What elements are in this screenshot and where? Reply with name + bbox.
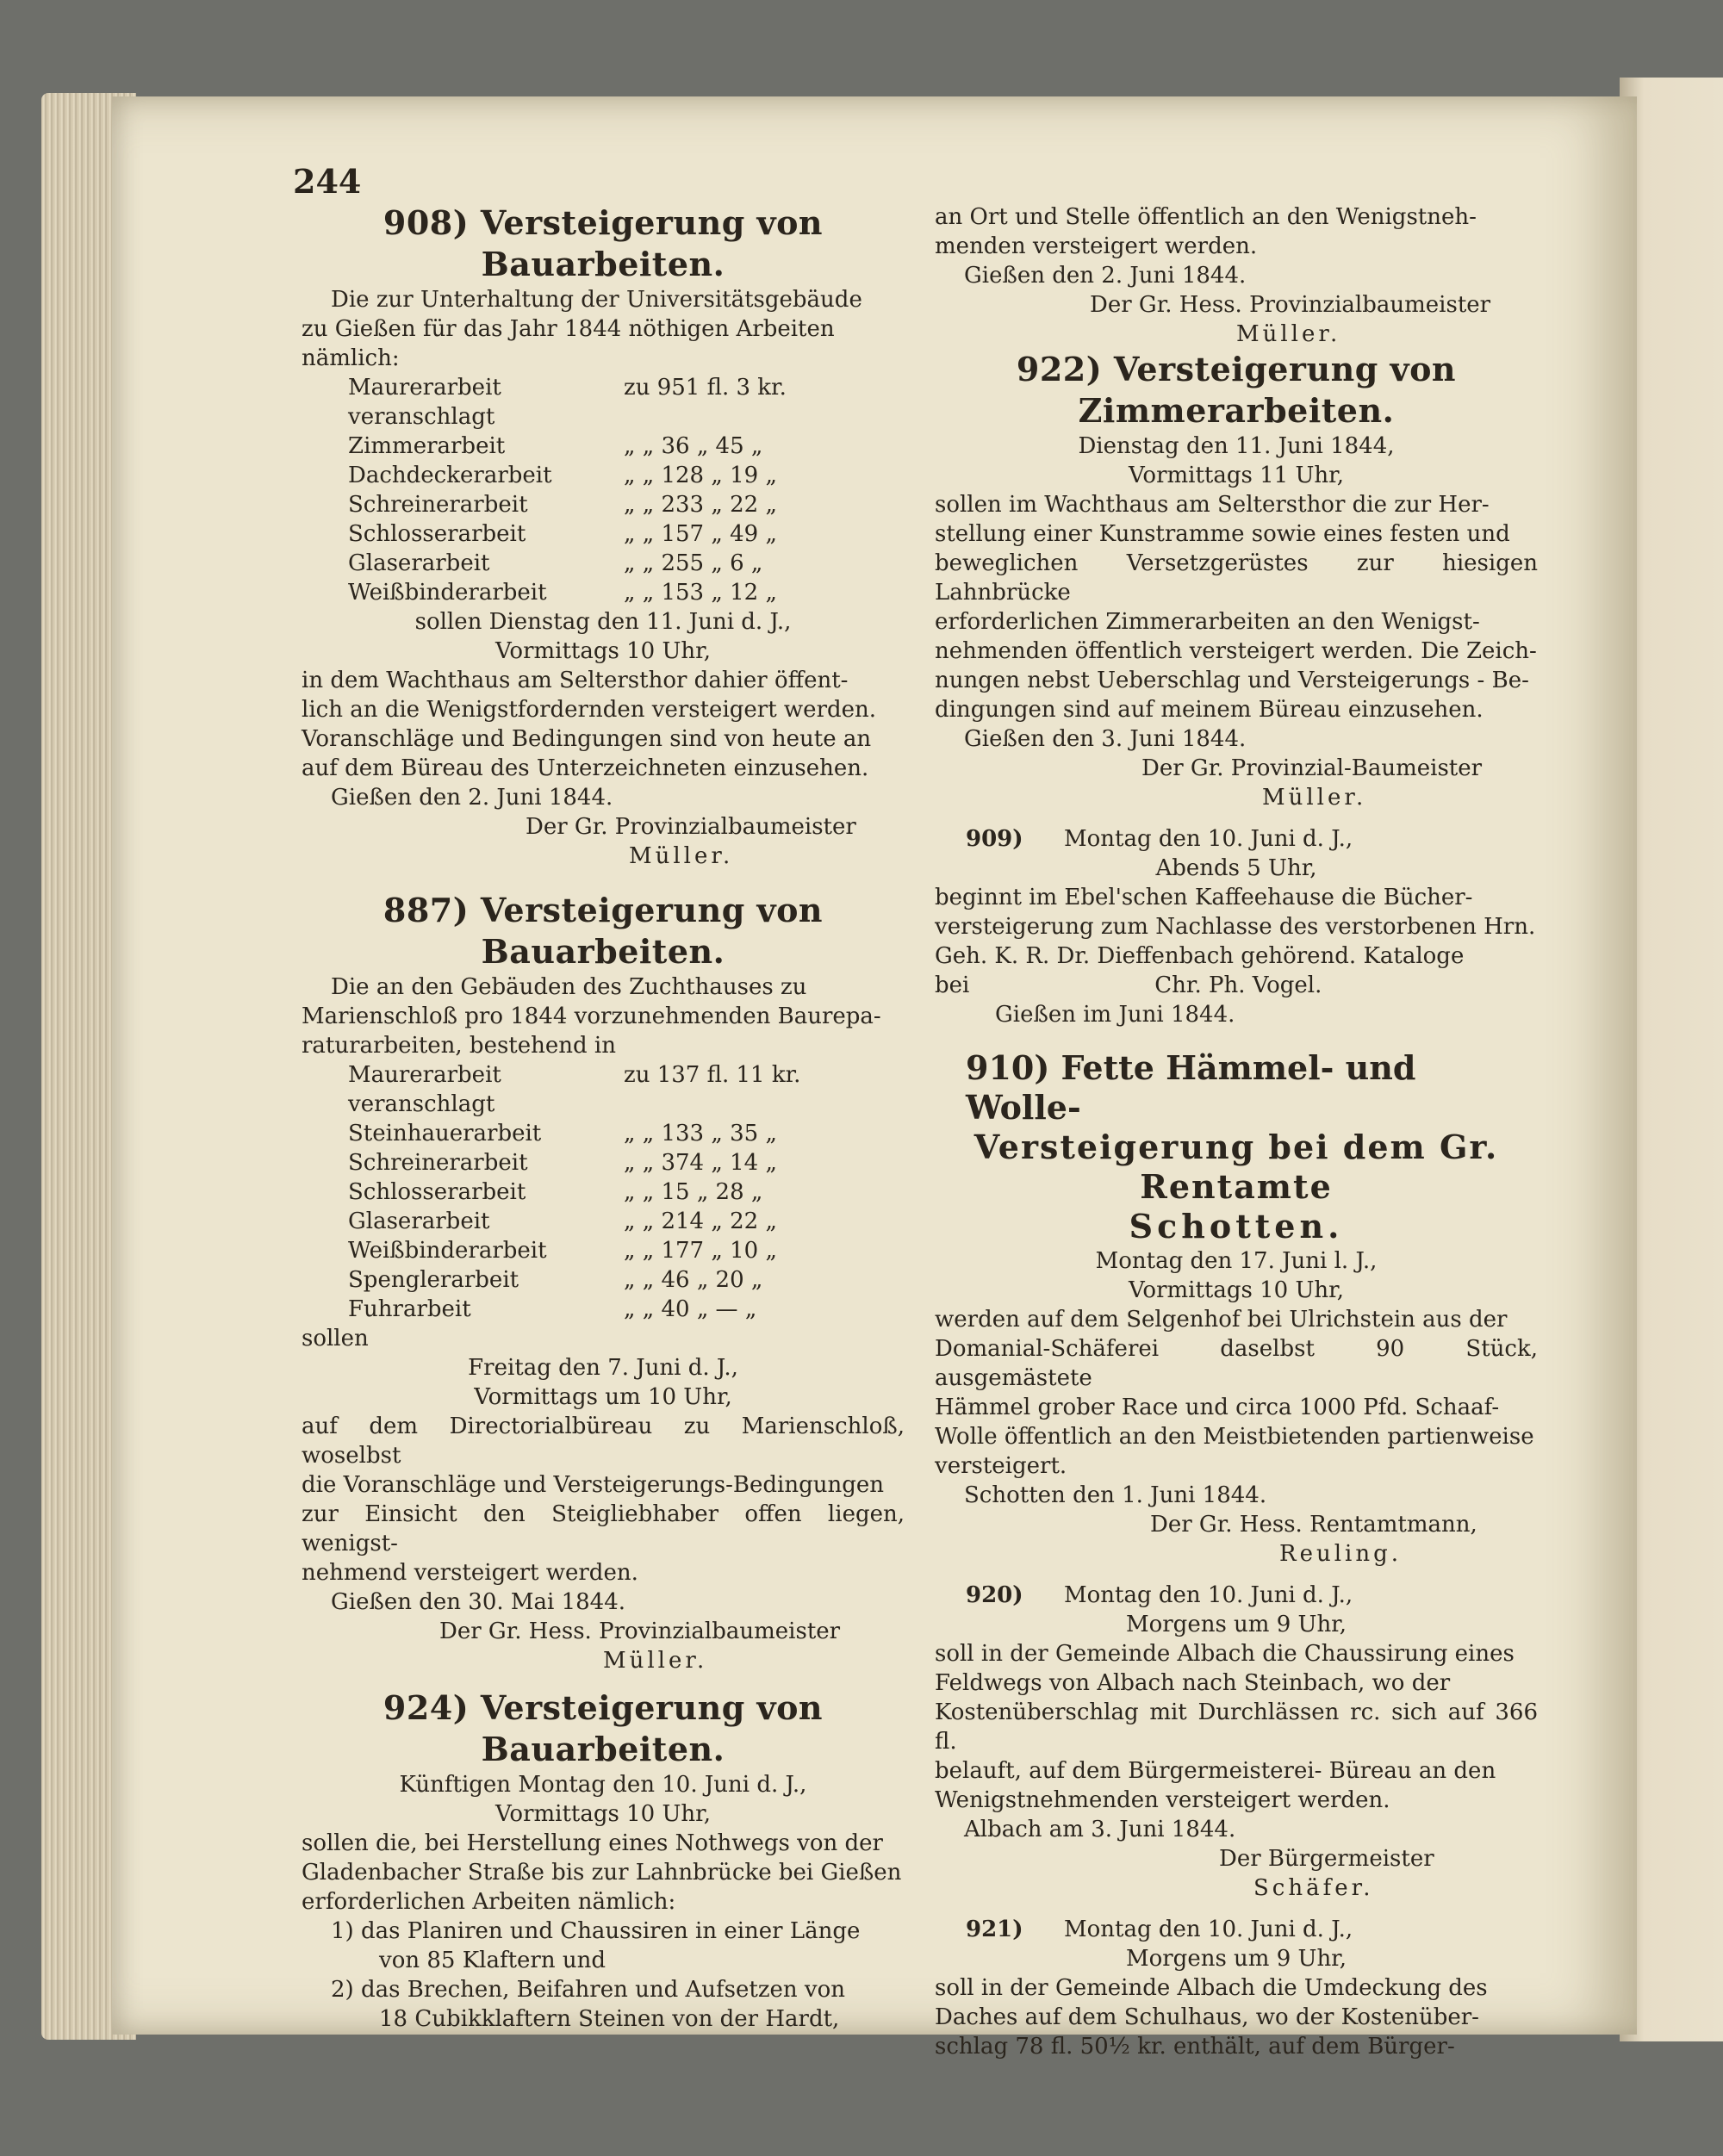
page-number: 244 (293, 162, 362, 201)
notice-date: Künftigen Montag den 10. Juni d. J., (399, 1772, 807, 1798)
notice-text-line: Daches auf dem Schulhaus, wo der Kostenüber- (935, 2004, 1479, 2030)
cost-item: Schlosserarbeit (348, 521, 526, 547)
notice-date: Freitag den 7. Juni d. J., (468, 1355, 738, 1381)
cost-amount: „ „ 128 „ 19 „ (624, 463, 777, 488)
spacer (935, 1903, 1538, 1915)
notice-text-line: Feldwegs von Albach nach Steinbach, wo der (935, 1670, 1451, 1696)
place-date: Schotten den 1. Juni 1844. (964, 1482, 1267, 1508)
notice-time: Vormittags um 10 Uhr, (474, 1384, 732, 1410)
left-column (302, 202, 905, 2034)
signer-name: Müller. (1236, 321, 1341, 347)
place-date: Gießen den 3. Juni 1844. (964, 726, 1247, 752)
list-item-continued: 18 Cubikklaftern Steinen von der Hardt, (379, 2006, 840, 2032)
notice-date: Montag den 17. Juni l. J., (1095, 1248, 1378, 1274)
notice-text-line: auf dem Büreau des Unterzeichneten einzusehen. (302, 755, 869, 781)
notice-text-line: soll in der Gemeinde Albach die Chaussirung eines (935, 1641, 1515, 1667)
notice-text-line: werden auf dem Selgenhof bei Ulrichstein aus der (935, 1307, 1508, 1333)
notice-text-line: Wolle öffentlich an den Meistbietenden partienweise (935, 1424, 1534, 1450)
place-date: Gießen den 2. Juni 1844. (331, 785, 613, 811)
notice-heading: 908) Versteigerung von Bauarbeiten. (383, 203, 824, 283)
notice-number: 921) (966, 1917, 1023, 1942)
notice-text-line: zur Einsicht den Steigliebhaber offen liegen, wenigst- (302, 1501, 905, 1556)
cost-item: Maurerarbeit veranschlagt (348, 375, 501, 430)
cost-row (348, 1265, 905, 1295)
notice-number: 920) (966, 1582, 1023, 1608)
notice-text-line: stellung einer Kunstramme sowie eines festen und (935, 521, 1510, 547)
notice-text-line: Die an den Gebäuden des Zuchthauses zu (331, 974, 807, 1000)
cost-row (348, 1295, 905, 1324)
notice-text-line: zu Gießen für das Jahr 1844 nöthigen Arbeiten (302, 316, 835, 342)
signer-name: Müller. (603, 1648, 708, 1674)
notice-921 (935, 1915, 1538, 2061)
cost-item: Schreinerarbeit (348, 492, 528, 518)
cost-amount: „ „ 233 „ 22 „ (624, 492, 777, 518)
spacer (302, 1675, 905, 1687)
signer-title: Der Gr. Hess. Provinzialbaumeister (439, 1619, 841, 1644)
notice-908 (302, 202, 905, 871)
notice-time: Vormittags 11 Uhr, (1129, 463, 1344, 488)
notice-text-line: Geh. K. R. Dr. Dieffenbach gehörend. Kataloge (935, 943, 1465, 969)
notice-text-line: nämlich: (302, 345, 400, 371)
notice-920 (935, 1581, 1538, 1903)
cost-item: Glaserarbeit (348, 1208, 490, 1234)
cost-row (348, 1236, 905, 1265)
notice-text-line: dingungen sind auf meinem Büreau einzusehen. (935, 697, 1484, 723)
notice-time: Morgens um 9 Uhr, (1125, 1612, 1347, 1637)
place-date: Gießen den 2. Juni 1844. (964, 263, 1247, 289)
notice-time: Vormittags 10 Uhr, (495, 638, 711, 664)
signer-name: Müller. (629, 843, 734, 869)
cost-item: Zimmerarbeit (348, 433, 506, 459)
spacer (935, 1029, 1538, 1048)
spacer (935, 1569, 1538, 1581)
notice-text-line: sollen (302, 1326, 369, 1351)
cost-row (348, 490, 905, 519)
cost-amount: „ „ 46 „ 20 „ (624, 1267, 763, 1293)
notice-text-line: beweglichen Versetzgerüstes zur hiesigen Lahnbrücke (935, 550, 1538, 606)
cost-row (348, 373, 905, 432)
notice-date: Dienstag den 11. Juni 1844, (1078, 433, 1395, 459)
signer-title: Der Gr. Hess. Rentamtmann, (1150, 1512, 1477, 1538)
spacer (302, 871, 905, 890)
signer-title: Der Gr. Hess. Provinzialbaumeister (1090, 292, 1491, 318)
signer-name: Reuling. (1279, 1541, 1402, 1567)
notice-text-line: soll in der Gemeinde Albach die Umdeckung des (935, 1975, 1488, 2001)
notice-text-line: Domanial-Schäferei daselbst 90 Stück, ausgemästete (935, 1336, 1538, 1391)
place-date: Albach am 3. Juni 1844. (964, 1817, 1236, 1842)
cost-amount: „ „ 374 „ 14 „ (624, 1150, 777, 1176)
notice-text-line: Kostenüberschlag mit Durchlässen rc. sich auf 366 fl. (935, 1699, 1538, 1755)
cost-item: Steinhauerarbeit (348, 1121, 542, 1146)
notice-text-line: beginnt im Ebel'schen Kaffeehause die Bücher- (935, 885, 1473, 910)
notice-heading: 924) Versteigerung von Bauarbeiten. (383, 1688, 824, 1768)
notice-text-line: nehmend versteigert werden. (302, 1560, 638, 1586)
cost-item: Weißbinderarbeit (348, 1238, 547, 1264)
notice-909 (935, 824, 1538, 1029)
notice-text-line: die Voranschläge und Versteigerungs-Bedingungen (302, 1472, 885, 1498)
cost-row (348, 578, 905, 607)
notice-text-line: schlag 78 fl. 50½ kr. enthält, auf dem Bürger- (935, 2034, 1455, 2060)
cost-item: Spenglerarbeit (348, 1267, 519, 1293)
notice-date: Montag den 10. Juni d. J., (1064, 1917, 1353, 1942)
notice-text-line: raturarbeiten, bestehend in (302, 1033, 616, 1059)
cost-item: Schreinerarbeit (348, 1150, 528, 1176)
cost-amount: zu 951 fl. 3 kr. (624, 375, 787, 401)
cost-row (348, 1177, 905, 1207)
signer-title: Der Bürgermeister (1219, 1846, 1434, 1872)
notice-heading: 910) Fette Hämmel- und Wolle- (966, 1048, 1416, 1127)
cost-item: Weißbinderarbeit (348, 580, 547, 606)
notice-heading: 887) Versteigerung von Bauarbeiten. (383, 891, 824, 971)
notice-number-line (935, 1581, 1538, 1610)
notice-text-line: erforderlichen Zimmerarbeiten an den Wenigst- (935, 609, 1480, 635)
notice-time: Abends 5 Uhr, (1155, 855, 1317, 881)
notice-number-line (935, 824, 1538, 854)
notice-time: Vormittags 10 Uhr, (495, 1801, 711, 1827)
cost-row (348, 519, 905, 549)
notice-text-line: belauft, auf dem Bürgermeisterei- Büreau an den (935, 1758, 1496, 1784)
notice-heading: Schotten. (1129, 1207, 1344, 1246)
notice-text-line: sollen die, bei Herstellung eines Nothwegs von der (302, 1830, 883, 1856)
notice-date: Montag den 10. Juni d. J., (1064, 1582, 1353, 1608)
notice-heading: Versteigerung bei dem Gr. Rentamte (973, 1128, 1499, 1206)
notice-924-continued (935, 202, 1538, 349)
cost-amount: „ „ 36 „ 45 „ (624, 433, 763, 459)
notice-text-line: Hämmel grober Race und circa 1000 Pfd. Schaaf- (935, 1395, 1500, 1420)
notice-text-line: nungen nebst Ueberschlag und Versteigerungs - Be- (935, 668, 1529, 693)
list-item: 2) das Brechen, Beifahren und Aufsetzen von (331, 1977, 845, 2003)
cost-amount: „ „ 40 „ — „ (624, 1296, 757, 1322)
notice-924 (302, 1687, 905, 2034)
notice-number-line (935, 1915, 1538, 1944)
cost-amount: zu 137 fl. 11 kr. (624, 1062, 801, 1088)
notice-heading: 922) Versteigerung von Zimmerarbeiten. (1016, 350, 1457, 430)
notice-910 (935, 1048, 1538, 1569)
cost-item: Fuhrarbeit (348, 1296, 471, 1322)
cost-amount: „ „ 153 „ 12 „ (624, 580, 777, 606)
list-item: 1) das Planiren und Chaussiren in einer Länge (331, 1918, 861, 1944)
notice-text-line: nehmenden öffentlich versteigert werden. Die Zeich- (935, 638, 1537, 664)
notice-887 (302, 890, 905, 1675)
cost-item: Glaserarbeit (348, 550, 490, 576)
notice-text-line: Die zur Unterhaltung der Universitätsgebäude (331, 287, 862, 313)
notice-text-line: menden versteigert werden. (935, 233, 1258, 259)
notice-text-line: versteigerung zum Nachlasse des verstorbenen Hrn. (935, 914, 1536, 940)
signer-title: Der Gr. Provinzialbaumeister (526, 814, 856, 840)
notice-text-line: bei Chr. Ph. Vogel. (935, 972, 1322, 998)
notice-text-line: Marienschloß pro 1844 vorzunehmenden Baurepa- (302, 1003, 881, 1029)
signer-name: Müller. (1262, 785, 1367, 811)
cost-item: Schlosserarbeit (348, 1179, 526, 1205)
notice-date: sollen Dienstag den 11. Juni d. J., (414, 609, 792, 635)
cost-amount: „ „ 15 „ 28 „ (624, 1179, 763, 1205)
notice-text-line: Voranschläge und Bedingungen sind von heute an (302, 726, 872, 752)
notice-text-line: Wenigstnehmenden versteigert werden. (935, 1787, 1390, 1813)
notice-text-line: erforderlichen Arbeiten nämlich: (302, 1889, 676, 1915)
notice-time: Vormittags 10 Uhr, (1129, 1277, 1344, 1303)
cost-row (348, 1119, 905, 1148)
notice-text-line: sollen im Wachthaus am Seltersthor die zur Her- (935, 492, 1490, 518)
place-date: Gießen den 30. Mai 1844. (331, 1589, 626, 1615)
right-column (935, 202, 1538, 2061)
notice-text-line: auf dem Directorialbüreau zu Marienschloß, woselbst (302, 1414, 905, 1469)
cost-amount: „ „ 177 „ 10 „ (624, 1238, 777, 1264)
place-date: Gießen im Juni 1844. (995, 1002, 1235, 1028)
cost-item: Dachdeckerarbeit (348, 463, 552, 488)
signer-name: Schäfer. (1253, 1875, 1374, 1901)
notice-number: 909) (966, 826, 1023, 852)
cost-row (348, 432, 905, 461)
cost-amount: „ „ 157 „ 49 „ (624, 521, 777, 547)
notice-text-line: Gladenbacher Straße bis zur Lahnbrücke bei Gießen (302, 1860, 902, 1886)
cost-item: Maurerarbeit veranschlagt (348, 1062, 501, 1117)
cost-amount: „ „ 255 „ 6 „ (624, 550, 763, 576)
cost-row (348, 1060, 905, 1119)
spacer (935, 812, 1538, 824)
notice-time: Morgens um 9 Uhr, (1125, 1946, 1347, 1972)
cost-row (348, 461, 905, 490)
notice-922 (935, 349, 1538, 812)
cost-row (348, 1207, 905, 1236)
notice-text-line: an Ort und Stelle öffentlich an den Wenigstneh- (935, 204, 1477, 230)
list-item-continued: von 85 Klaftern und (379, 1948, 606, 1973)
signer-title: Der Gr. Provinzial-Baumeister (1141, 755, 1483, 781)
cost-row (348, 549, 905, 578)
notice-text-line: in dem Wachthaus am Seltersthor dahier öffent- (302, 668, 849, 693)
cost-amount: „ „ 214 „ 22 „ (624, 1208, 777, 1234)
cost-amount: „ „ 133 „ 35 „ (624, 1121, 777, 1146)
cost-row (348, 1148, 905, 1177)
notice-text-line: versteigert. (935, 1453, 1067, 1479)
notice-text-line: lich an die Wenigstfordernden versteigert werden. (302, 697, 877, 723)
notice-date: Montag den 10. Juni d. J., (1064, 826, 1353, 852)
